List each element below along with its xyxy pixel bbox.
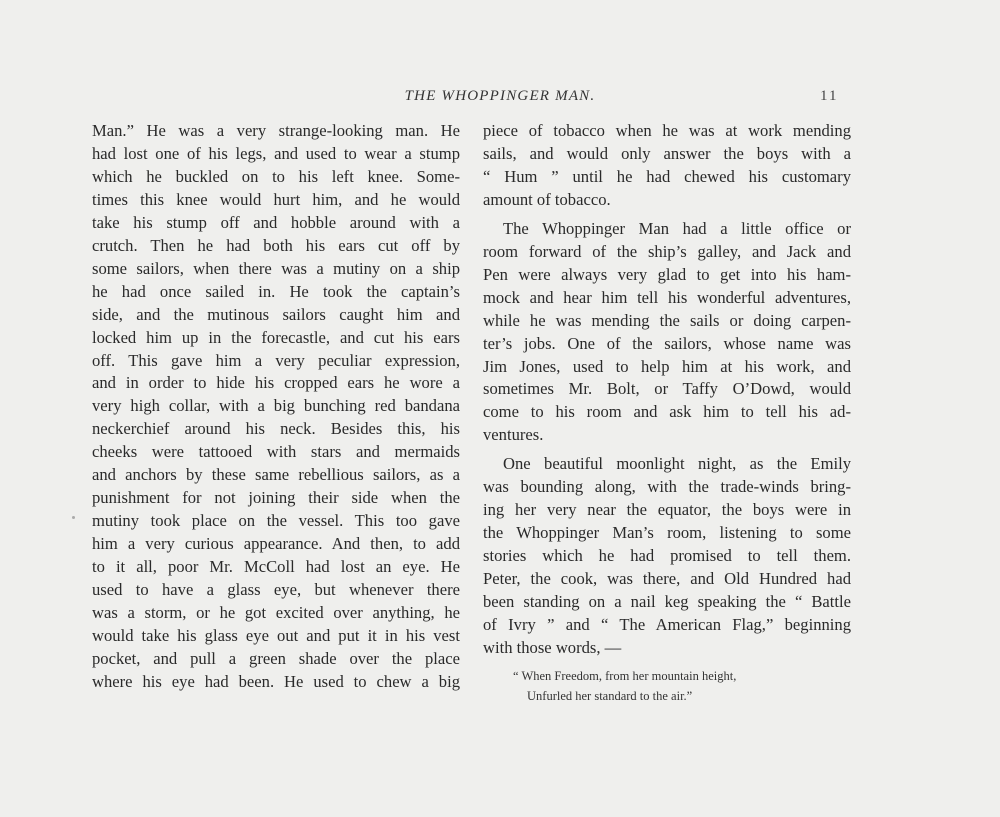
margin-speck — [72, 516, 75, 519]
text-line: off. This gave him a very peculiar expression, — [92, 350, 460, 370]
text-line: some sailors, when there was a mutiny on a ship — [92, 258, 460, 278]
text-line: sometimes Mr. Bolt, or Taffy O’Dowd, would — [483, 379, 851, 399]
text-line: been standing on a nail keg speaking the “ Battle — [483, 592, 851, 612]
text-line: cheeks were tattooed with stars and mermaids — [92, 442, 460, 462]
paragraph — [483, 453, 851, 660]
text-line: take his stump off and hobble around with a — [92, 212, 460, 232]
text-line: mock and hear him tell his wonderful adventures, — [483, 287, 851, 307]
text-line: come to his room and ask him to tell his ad- — [483, 402, 851, 422]
text-line: used to have a glass eye, but whenever there — [92, 580, 460, 600]
text-line: him a very curious appearance. And then, to add — [92, 534, 460, 554]
text-line: neckerchief around his neck. Besides this, his — [92, 419, 460, 439]
text-line: pocket, and pull a green shade over the place — [92, 648, 460, 668]
paragraph — [483, 120, 851, 212]
text-line: which he buckled on to his left knee. Some- — [92, 166, 460, 186]
text-line: Peter, the cook, was there, and Old Hundred had — [483, 569, 851, 589]
text-line: ventures. — [483, 425, 544, 445]
text-line: Jim Jones, used to help him at his work, and — [483, 356, 851, 376]
text-line: Man.” He was a very strange-looking man. He — [92, 121, 460, 140]
text-line: Pen were always very glad to get into his ham- — [483, 264, 851, 284]
verse-line: “ When Freedom, from her mountain height, — [513, 668, 737, 683]
text-line: the Whoppinger Man’s room, listening to some — [483, 523, 851, 543]
text-line: of Ivry ” and “ The American Flag,” beginning — [483, 615, 851, 635]
text-line: would take his glass eye out and put it in his vest — [92, 625, 460, 645]
page-number: 11 — [820, 88, 839, 104]
text-line: times this knee would hurt him, and he would — [92, 189, 460, 209]
text-line: piece of tobacco when he was at work mending — [483, 121, 851, 140]
text-line: while he was mending the sails or doing carpen- — [483, 310, 851, 330]
right-column — [483, 120, 851, 706]
text-line: ter’s jobs. One of the sailors, whose name was — [483, 333, 851, 353]
text-line: room forward of the ship’s galley, and Jack and — [483, 241, 851, 261]
running-title: THE WHOPPINGER MAN. — [404, 88, 596, 104]
text-line: The Whoppinger Man had a little office or — [503, 218, 851, 238]
verse-quote — [513, 666, 851, 706]
verse-line: Unfurled her standard to the air.” — [527, 688, 693, 703]
text-line: stories which he had promised to tell them. — [483, 546, 851, 566]
text-line: with those words, — — [483, 637, 622, 657]
left-column — [92, 120, 460, 694]
text-line: where his eye had been. He used to chew a big — [92, 671, 460, 691]
text-line: side, and the mutinous sailors caught him and — [92, 304, 460, 324]
text-line: to it all, poor Mr. McColl had lost an eye. He — [92, 557, 460, 577]
text-line: had lost one of his legs, and used to wear a stump — [92, 143, 460, 163]
text-line: mutiny took place on the vessel. This too gave — [92, 511, 460, 531]
text-line: punishment for not joining their side when the — [92, 488, 460, 508]
text-line: very high collar, with a big bunching red bandana — [92, 396, 460, 416]
text-line: he had once sailed in. He took the captain’s — [92, 281, 460, 301]
text-line: was bounding along, with the trade-winds bring- — [483, 477, 851, 497]
paragraph — [483, 218, 851, 448]
text-line: crutch. Then he had both his ears cut off by — [92, 235, 460, 255]
text-line: One beautiful moonlight night, as the Emily — [503, 454, 851, 474]
text-line: ing her very near the equator, the boys were in — [483, 500, 851, 520]
text-line: sails, and would only answer the boys with a — [483, 143, 851, 163]
text-line: and anchors by these same rebellious sailors, as a — [92, 465, 460, 485]
text-line: and in order to hide his cropped ears he wore a — [92, 373, 460, 393]
text-line: “ Hum ” until he had chewed his customary — [483, 166, 851, 186]
text-line: amount of tobacco. — [483, 189, 611, 209]
text-line: locked him up in the forecastle, and cut his ears — [92, 327, 460, 347]
text-line: was a storm, or he got excited over anything, he — [92, 603, 460, 623]
